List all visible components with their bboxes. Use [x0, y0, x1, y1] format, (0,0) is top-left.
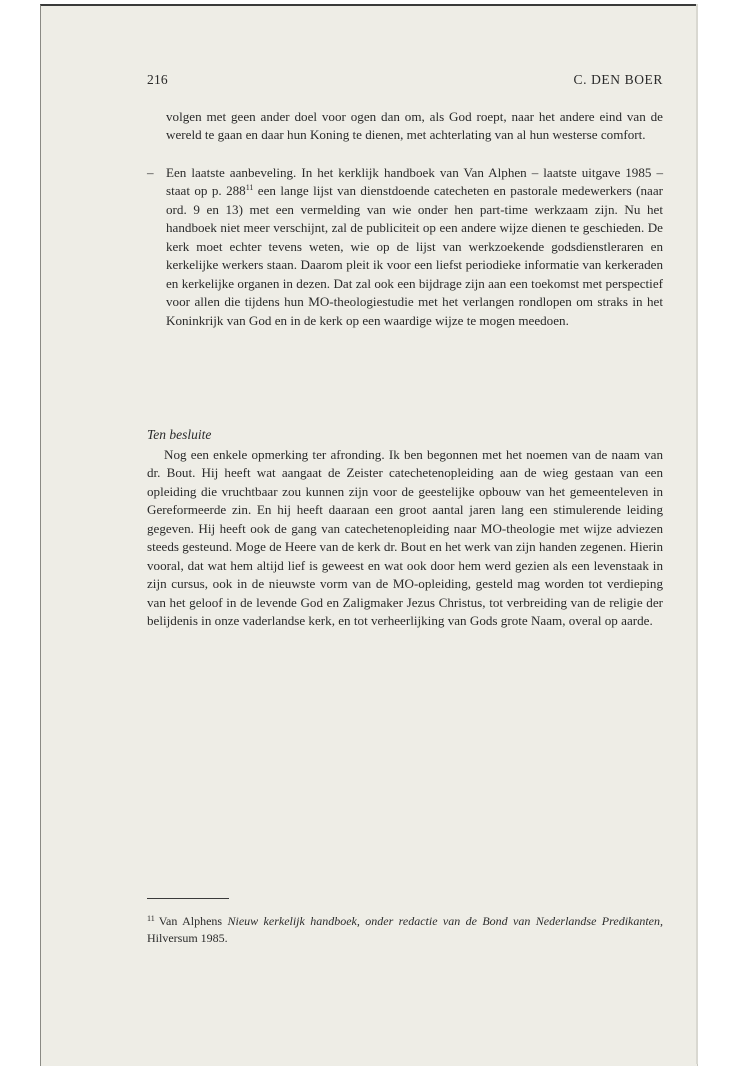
footnote-text-a: Van Alphens	[158, 914, 228, 928]
footnote-number: 11	[147, 914, 155, 923]
footnote-text-b: Hilversum 1985.	[147, 930, 228, 945]
footnote	[147, 911, 663, 946]
running-title: C. DEN BOER	[573, 72, 663, 87]
body-paragraph-2	[166, 164, 663, 330]
paragraph-2-text-a: Een laatste aanbeveling. In het kerklijk handboek van Van Alphen – laatste uitgave 1985 – staat op p. 288	[166, 165, 663, 199]
footnote-divider	[147, 898, 229, 899]
body-paragraph-3: Nog een enkele opmerking ter afronding. Ik ben begonnen met het noemen van de naam van dr. Bout. Hij heeft wat aangaat de Zeister catechetenopleiding aan de wieg gestaan van een opleiding die vruchtbaar zou kunnen zijn voor de geestelijke opbouw van het gemeenteleven in Gereformeerde zin. En hij heeft daaraan een groot aantal jaren lang een stimulerende leiding gegeven. Hij heeft ook de gang van catechetenopleiding naar MO-theologie met wijze adviezen steeds gesteund. Moge de Heere van de kerk dr. Bout en het werk van zijn handen zegenen. Hierin vooral, dat wat hem altijd lief is geweest en wat ook door hem werd gezien als een levenstaak in zijn cursus, ook in de nieuwste vorm van de MO-opleiding, gesteld mag worden tot verdieping van het geloof in de levende God en Zaligmaker Jezus Christus, tot verbreiding van de religie der belijdenis in onze vaderlandse kerk, en tot verheerlijking van Gods grote Naam, overal op aarde.	[147, 447, 663, 629]
page-number: 216	[147, 72, 168, 87]
footnote-book-title: Nieuw kerkelijk handboek, onder redactie van de Bond van Nederlandse Predikanten,	[227, 914, 664, 928]
page-edge	[696, 4, 698, 1064]
bullet-marker: –	[147, 165, 154, 180]
section-heading: Ten besluite	[147, 427, 212, 442]
body-paragraph-1: volgen met geen ander doel voor ogen dan om, als God roept, naar het andere eind van de wereld te gaan en daar hun Koning te dienen, met achterlating van al hun westerse comfort.	[166, 109, 663, 143]
paragraph-2-text-b: een lange lijst van dienstdoende catecheten en pastorale medewerkers (naar ord. 9 en 13) met een vermelding van wie onder hen part-time werkzaam zijn. Nu het handboek niet meer verschijnt, zal de publiciteit op een andere wijze dienen te geschieden. De kerk moet echter tevens weten, wie op de lijst van werkzoekende godsdienstleraren en kerkelijke werkers staan. Daarom pleit ik voor een liefst periodieke informatie van kerkeraden en kerkelijke organen in dezen. Dat zal ook een bijdrage zijn aan een toekomst met perspectief voor allen die tijdens hun MO-theologiestudie met het verlangen rondlopen om straks in het Koninkrijk van God en in de kerk op een waardige wijze te mogen meedoen.	[166, 183, 663, 328]
footnote-reference: 11	[245, 183, 254, 193]
